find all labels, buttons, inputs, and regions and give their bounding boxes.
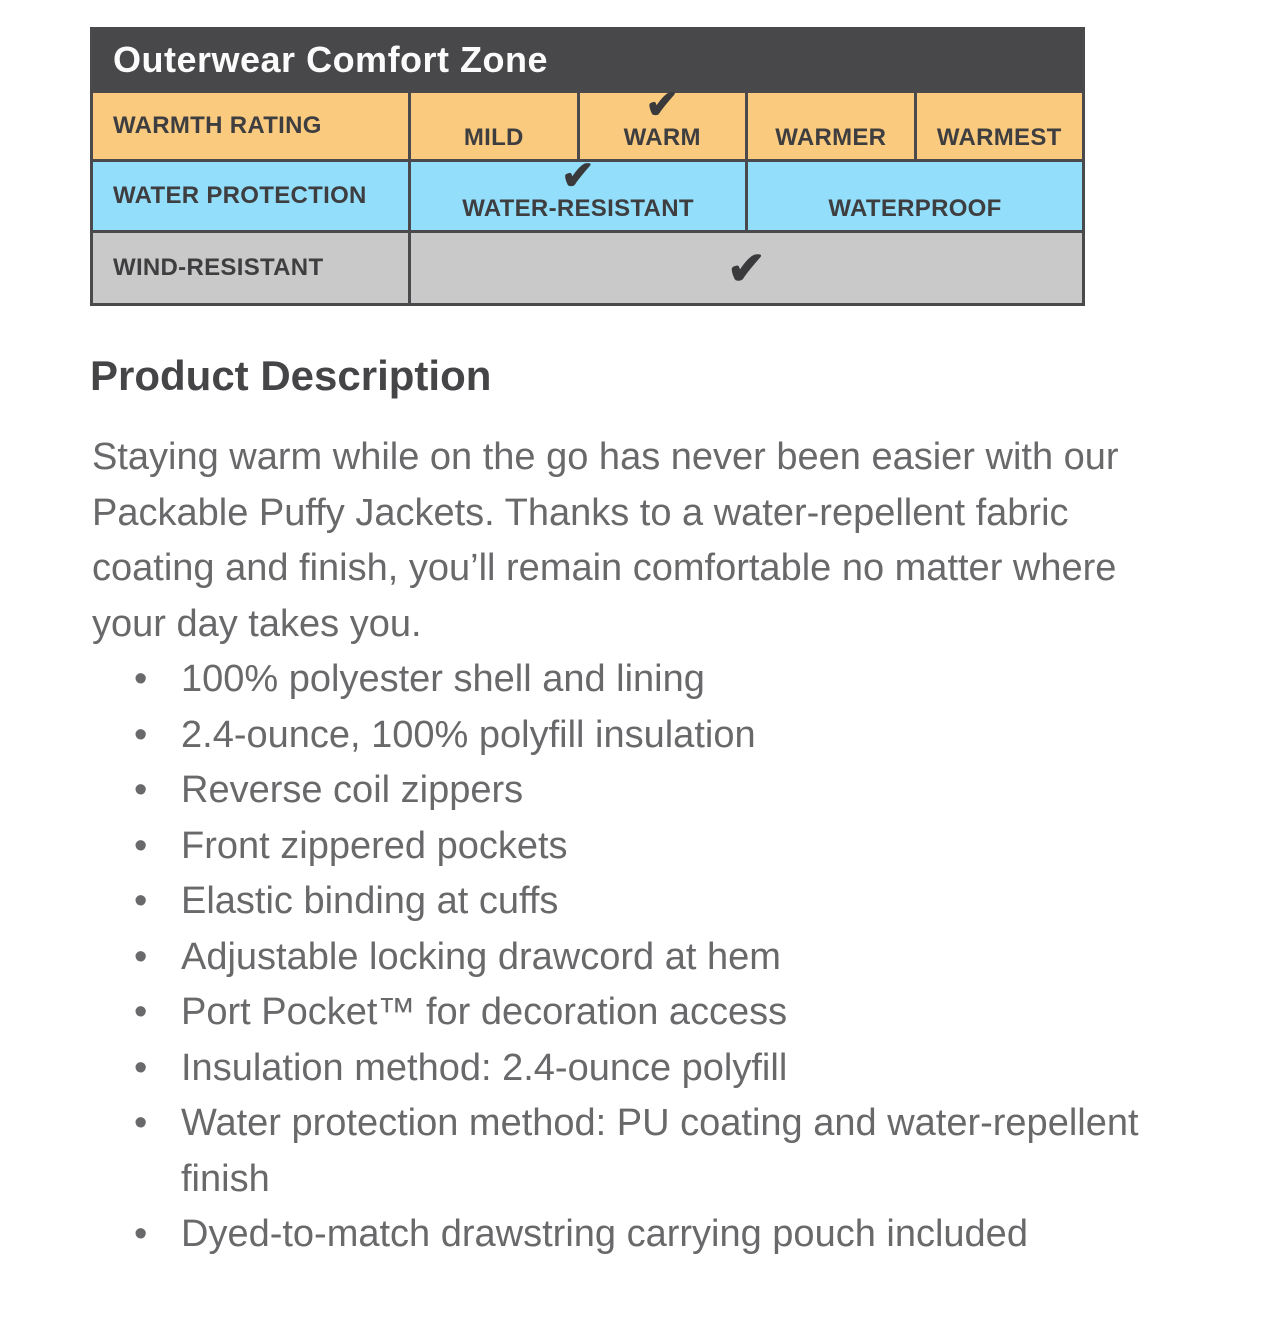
water-protection-row — [93, 154, 1082, 230]
water-option-water-resistant — [411, 154, 745, 230]
warmth-rating-row — [93, 83, 1082, 159]
list-item: • Port Pocket™ for decoration access — [92, 985, 1197, 1041]
comfort-zone-title: Outerwear Comfort Zone — [93, 30, 1082, 90]
page-title: Product Description — [90, 352, 492, 399]
list-item: • Adjustable locking drawcord at hem — [92, 930, 1197, 986]
paragraph-line: Staying warm while on the go has never been easier with our — [92, 436, 1119, 478]
warmth-option-label: WARMER — [775, 124, 887, 151]
paragraph-line: your day takes you. — [92, 602, 422, 645]
warmth-option-warm — [580, 83, 746, 159]
comfort-zone-table — [90, 27, 1085, 306]
list-item: • Elastic binding at cuffs — [92, 874, 1197, 930]
warmth-option-warmest — [917, 93, 1083, 159]
list-item: • 2.4-ounce, 100% polyfill insulation — [92, 708, 1197, 764]
water-option-label: WATER-RESISTANT — [462, 195, 694, 222]
check-icon: ✔ — [561, 154, 595, 198]
water-option-label: WATERPROOF — [828, 195, 1002, 222]
product-description-paragraph — [92, 430, 1222, 652]
check-icon: ✔ — [727, 242, 766, 294]
warmth-option-label: WARMEST — [936, 124, 1062, 151]
list-item: • Dyed-to-match drawstring carrying pouch included — [92, 1207, 1197, 1263]
wind-resistant-row — [93, 233, 1082, 303]
water-protection-label: WATER PROTECTION — [93, 162, 408, 230]
warmth-option-label: MILD — [463, 124, 524, 151]
paragraph-line: Packable Puffy Jackets. Thanks to a water-repellent fabric — [92, 491, 1069, 534]
warmth-option-label: WARM — [623, 124, 701, 151]
paragraph-line: coating and finish, you’ll remain comfortable no matter where — [92, 547, 1117, 589]
warmth-option-warmer — [748, 93, 914, 159]
wind-resistant-cell — [411, 233, 1082, 303]
feature-list — [92, 652, 1284, 1263]
water-option-waterproof — [748, 162, 1082, 230]
list-item: • Water protection method: PU coating and water-repellent finish — [92, 1096, 1197, 1207]
list-item: • Front zippered pockets — [92, 819, 1197, 875]
list-item: • Insulation method: 2.4-ounce polyfill — [92, 1041, 1197, 1097]
list-item: • Reverse coil zippers — [92, 763, 1197, 819]
warmth-rating-label: WARMTH RATING — [93, 93, 408, 159]
wind-resistant-label: WIND-RESISTANT — [93, 233, 408, 303]
check-icon: ✔ — [645, 83, 680, 127]
list-item: • 100% polyester shell and lining — [92, 652, 1197, 708]
warmth-option-mild — [411, 93, 577, 159]
